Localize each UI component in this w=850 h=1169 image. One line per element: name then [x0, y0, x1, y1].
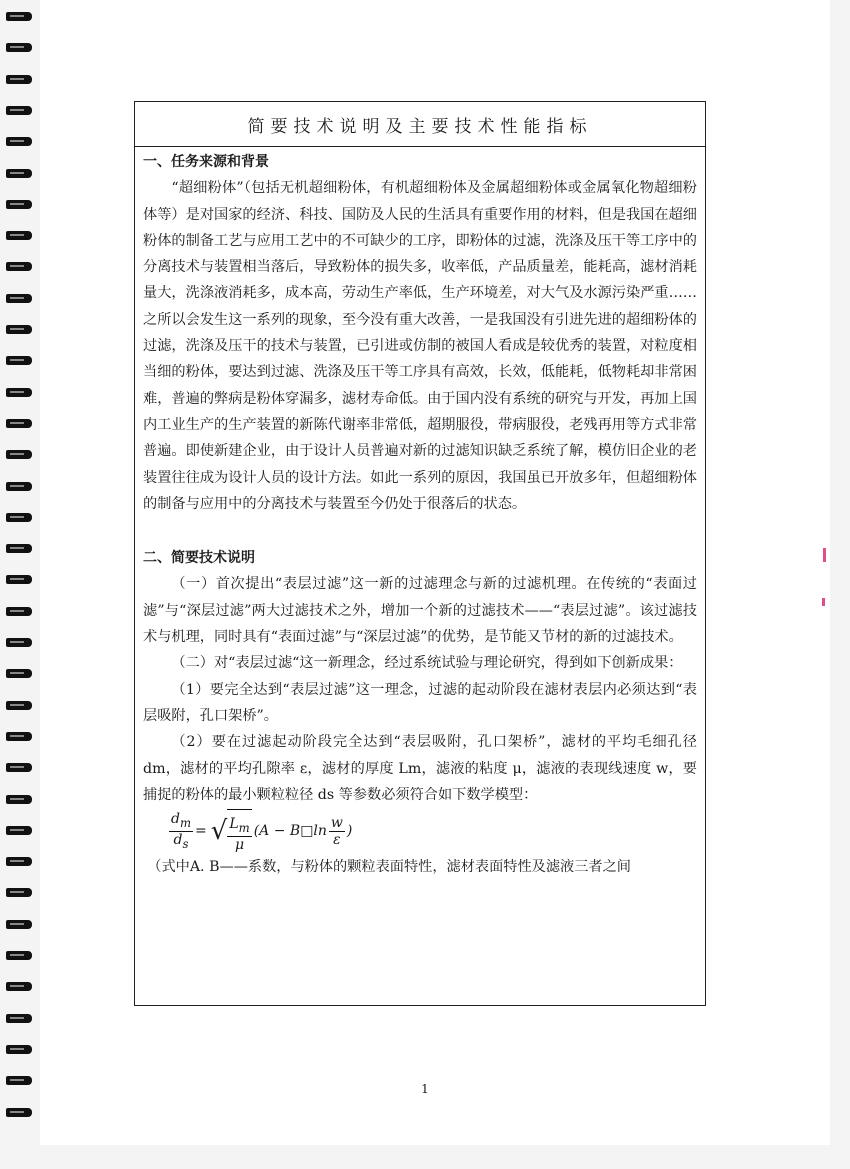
- binding-ring: [6, 482, 32, 491]
- binding-ring: [6, 513, 32, 522]
- pink-pen-mark: [823, 548, 826, 562]
- binding-ring: [6, 857, 32, 866]
- background-paragraph: “超细粉体”（包括无机超细粉体，有机超细粉体及金属超细粉体或金属氧化物超细粉体等）是对国家的经济、科技、国防及人民的生活具有重要作用的材料，但是我国在超细粉体的制备工艺与应用工艺中的不可缺少的工序，即粉体的过滤，洗涤及压干等工序中的分离技术与装置相当落后，导致粉体的损失多，收率低，产品质量差，能耗高，滤材消耗量大，洗涤液消耗多，成本高，劳动生产率低，生产环境差，对大气及水源污染严重……之所以会发生这一系列的现象，至今没有重大改善，一是我国没有引进先进的超细粉体的过滤，洗涤及压干的技术与装置，已引进或仿制的被国人看成是较优秀的装置，对粒度相当细的粉体，要达到过滤、洗涤及压干等工序具有高效，长效，低能耗，低物耗却非常困难，普遍的弊病是粉体穿漏多，滤材寿命低。由于国内没有系统的研究与开发，再加上国内工业生产的生产装置的新陈代谢率非常低，超期服役，带病服役，老残再用等方式非常普遍。即使新建企业，由于设计人员普遍对新的过滤知识缺乏系统了解，模仿旧企业的老装置往往成为设计人员的设计方法。如此一系列的原因，我国虽已开放多年，但超细粉体的制备与应用中的分离技术与装置至今仍处于很落后的状态。: [143, 180, 697, 512]
- binding-ring: [6, 75, 32, 84]
- binding-ring: [6, 294, 32, 303]
- formula-tail-close: ): [346, 822, 353, 839]
- document-body: [135, 147, 705, 880]
- pink-pen-mark: [822, 598, 825, 606]
- binding-ring: [6, 638, 32, 647]
- binding-ring: [6, 1045, 32, 1054]
- binding-ring: [6, 795, 32, 804]
- formula-footnote: （式中A. B——系数，与粉体的颗粒表面特性，滤材表面特性及滤液三者之间: [147, 859, 631, 876]
- binding-ring: [6, 1014, 32, 1023]
- content-frame: [134, 101, 706, 1006]
- binding-ring: [6, 888, 32, 897]
- tech-item-3: （1）要完全达到“表层过滤”这一理念，过滤的起动阶段在滤材表层内必须达到“表层吸附，孔口架桥”。: [143, 681, 697, 724]
- binding-ring: [6, 575, 32, 584]
- binding-ring: [6, 262, 32, 271]
- tech-item-1: （一）首次提出“表层过滤”这一新的过滤理念与新的过滤机理。在传统的“表面过滤”与“深层过滤”两大过滤技术之外，增加一个新的过滤技术——“表层过滤”。该过滤技术与机理，同时具有“表面过滤”与“深层过滤”的优势，是节能又节材的新的过滤技术。: [143, 576, 697, 646]
- binding-ring: [6, 325, 32, 334]
- binding-ring: [6, 388, 32, 397]
- spiral-binding: [6, 12, 34, 1142]
- binding-ring: [6, 200, 32, 209]
- binding-ring: [6, 607, 32, 616]
- binding-ring: [6, 12, 32, 21]
- page-title: 简要技术说明及主要技术性能指标: [135, 102, 705, 147]
- formula-equals: =: [195, 822, 207, 839]
- section-gap: [143, 517, 697, 545]
- binding-ring: [6, 701, 32, 710]
- binding-ring: [6, 732, 32, 741]
- binding-ring: [6, 137, 32, 146]
- formula-inner-fraction: $\frac{w}{\varepsilon}$: [330, 814, 343, 848]
- binding-ring: [6, 419, 32, 428]
- binding-ring: [6, 951, 32, 960]
- binding-ring: [6, 982, 32, 991]
- formula-lhs-fraction: $\frac{d_m}{d_s}$: [171, 810, 192, 851]
- formula-root: √ $\frac{L_m}{\mu}$: [211, 809, 252, 853]
- binding-ring: [6, 826, 32, 835]
- binding-ring: [6, 169, 32, 178]
- binding-ring: [6, 450, 32, 459]
- tech-item-4: （2）要在过滤起动阶段完全达到“表层吸附，孔口架桥”，滤材的平均毛细孔径 dm，滤材的平均孔隙率 ε，滤材的厚度 Lm，滤液的粘度 μ，滤液的表现线速度 w，要捕捉的粉体的最小颗粒粒径 ds 等参数必须符合如下数学模型：: [143, 734, 697, 803]
- binding-ring: [6, 43, 32, 52]
- page-number: 1: [421, 1082, 429, 1096]
- binding-ring: [6, 544, 32, 553]
- section-heading-background: 一、任务来源和背景: [143, 154, 269, 170]
- binding-ring: [6, 356, 32, 365]
- binding-ring: [6, 763, 32, 772]
- tech-item-2: （二）对“表层过滤“这一新理念，经过系统试验与理论研究，得到如下创新成果：: [171, 655, 683, 672]
- formula-tail-open: (A − B□ln: [253, 822, 327, 839]
- binding-ring: [6, 1108, 32, 1117]
- math-formula: [169, 808, 697, 854]
- binding-ring: [6, 106, 32, 115]
- binding-ring: [6, 231, 32, 240]
- binding-ring: [6, 920, 32, 929]
- section-heading-technical: 二、简要技术说明: [143, 550, 255, 567]
- binding-ring: [6, 669, 32, 678]
